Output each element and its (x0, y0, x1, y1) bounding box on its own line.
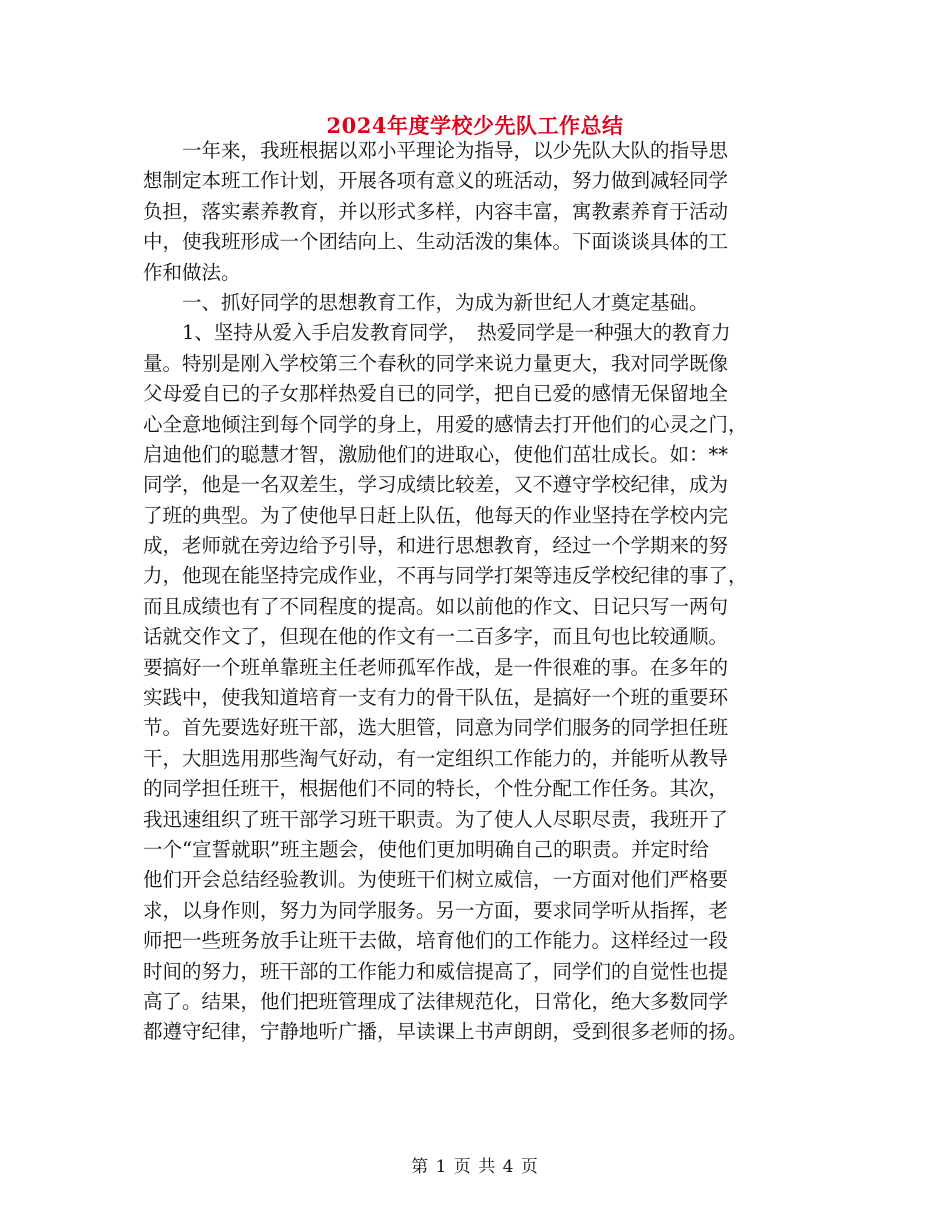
body-text-line: 高了。结果，他们把班管理成了法律规范化，日常化，绝大多数同学 (143, 989, 729, 1013)
body-text-line: 启迪他们的聪慧才智，激励他们的进取心，使他们茁壮成长。如：** (143, 442, 729, 466)
body-text-line: 都遵守纪律，宁静地听广播，早读课上书声朗朗，受到很多老师的扬。 (143, 1020, 748, 1044)
body-text-line: 想制定本班工作计划，开展各项有意义的班活动，努力做到减轻同学 (143, 169, 729, 193)
page-number-footer: 第 1 页 共 4 页 (411, 1157, 539, 1177)
body-text-line: 他们开会总结经验教训。为使班干们树立威信，一方面对他们严格要 (143, 868, 729, 892)
body-text-line: 了班的典型。为了使他早日赶上队伍，他每天的作业坚持在学校内完 (143, 503, 729, 527)
body-text-line: 一个“宣誓就职”班主题会，使他们更加明确自己的职责。并定时给 (143, 837, 709, 861)
body-text-line: 话就交作文了，但现在他的作文有一二百多字，而且句也比较通顺。 (143, 625, 729, 649)
body-text-line: 作和做法。 (143, 260, 241, 284)
body-text-line: 负担，落实素养教育，并以形式多样，内容丰富，寓教素养育于活动 (143, 199, 729, 223)
body-text-line: 实践中，使我知道培育一支有力的骨干队伍，是搞好一个班的重要环 (143, 686, 729, 710)
body-text-line: 中，使我班形成一个团结向上、生动活泼的集体。下面谈谈具体的工 (143, 230, 729, 254)
body-text-line: 我迅速组织了班干部学习班干职责。为了使人人尽职尽责，我班开了 (143, 807, 729, 831)
document-body (143, 136, 811, 1048)
body-text-line: 父母爱自已的子女那样热爱自已的同学，把自已爱的感情无保留地全 (143, 382, 729, 406)
body-text-line: 时间的努力，班干部的工作能力和威信提高了，同学们的自觉性也提 (143, 959, 729, 983)
body-text-line: 一年来，我班根据以邓小平理论为指导，以少先队大队的指导思 (143, 139, 729, 162)
body-text-line: 1、坚持从爱入手启发教育同学， 热爱同学是一种强大的教育力 (143, 321, 731, 345)
body-text-line: 求，以身作则，努力为同学服务。另一方面，要求同学听从指挥，老 (143, 898, 729, 922)
body-text-line: 师把一些班务放手让班干去做，培育他们的工作能力。这样经过一段 (143, 929, 729, 953)
body-text-line: 要搞好一个班单靠班主任老师孤军作战，是一件很难的事。在多年的 (143, 655, 729, 679)
body-text-line: 干，大胆选用那些淘气好动，有一定组织工作能力的，并能听从教导 (143, 746, 729, 770)
body-text-line: 而且成绩也有了不同程度的提高。如以前他的作文、日记只写一两句 (143, 594, 729, 618)
document-title: 2024年度学校少先队工作总结 (326, 113, 624, 138)
body-text-line: 量。特别是刚入学校第三个春秋的同学来说力量更大，我对同学既像 (143, 351, 729, 375)
body-text-line: 心全意地倾注到每个同学的身上，用爱的感情去打开他们的心灵之门， (143, 412, 748, 436)
body-text-line: 成，老师就在旁边给予引导，和进行思想教育，经过一个学期来的努 (143, 534, 729, 558)
body-text-line: 的同学担任班干，根据他们不同的特长，个性分配工作任务。其次， (143, 777, 729, 801)
body-text-line: 节。首先要选好班干部，选大胆管，同意为同学们服务的同学担任班 (143, 716, 729, 740)
body-text-line: 力，他现在能坚持完成作业，不再与同学打架等违反学校纪律的事了， (143, 564, 748, 588)
body-text-line: 一、抓好同学的思想教育工作，为成为新世纪人才奠定基础。 (143, 290, 709, 314)
body-text-line: 同学，他是一名双差生，学习成绩比较差，又不遵守学校纪律，成为 (143, 473, 729, 497)
